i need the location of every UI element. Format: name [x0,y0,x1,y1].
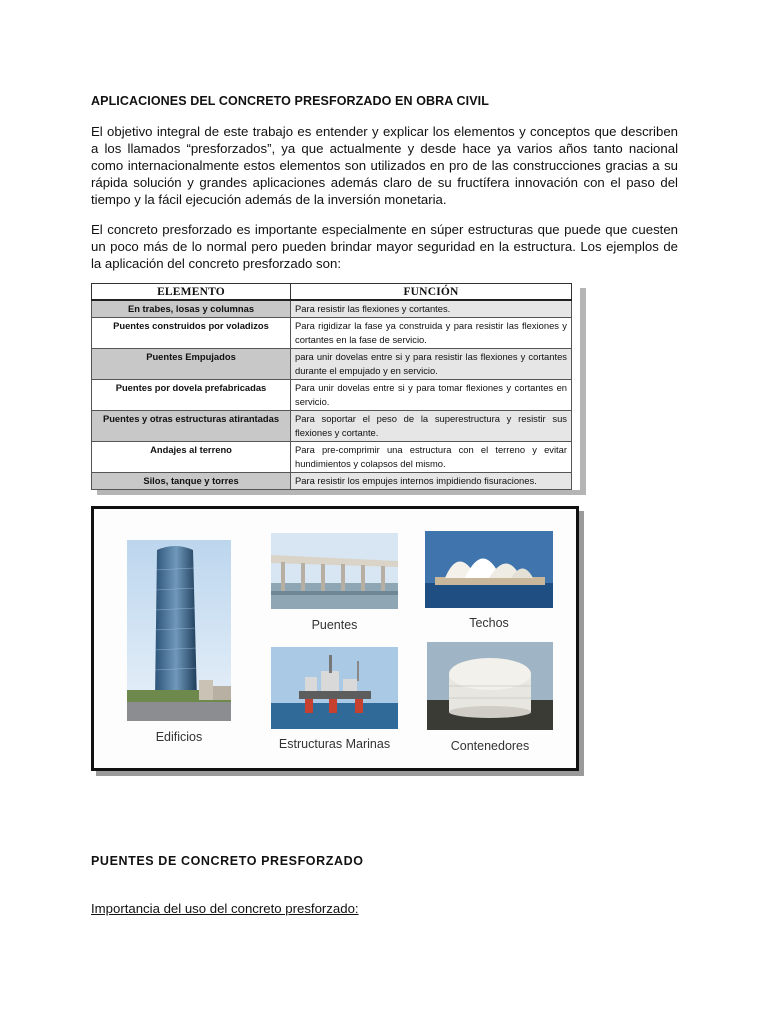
cell-funcion: Para unir dovelas entre si y para tomar flexiones y cortantes en servicio. [291,380,572,411]
cell-elemento: Silos, tanque y torres [92,473,291,490]
offshore-platform-photo [271,647,398,729]
table-header-row [92,284,572,301]
cell-elemento: Puentes Empujados [92,349,291,380]
cell-funcion: Para soportar el peso de la superestructura y resistir sus flexiones y cortante. [291,411,572,442]
table-row [92,442,572,473]
cell-elemento: Andajes al terreno [92,442,291,473]
cell-elemento: En trabes, losas y columnas [92,300,291,318]
cell-elemento: Puentes construidos por voladizos [92,318,291,349]
applications-figure [91,506,579,771]
intro-paragraph: El objetivo integral de este trabajo es entender y explicar los elementos y conceptos que describen a los llamados “presforzados”, ya que actualmente y desde hace ya varios años tanto nacional como internacionalmente estos elementos son utilizados en pro de las construcciones gracias a su rápida solución y grandes aplicaciones además claro de su fructífera innovación con el paso del tiempo y la fácil ejecución además de la inversión monetaria. [91,124,678,207]
table-row [92,300,572,318]
applications-table [91,283,572,490]
cell-funcion: Para resistir las flexiones y cortantes. [291,300,572,318]
caption-techos: Techos [469,616,509,630]
cell-funcion: Para rigidizar la fase ya construida y para resistir las flexiones y cortantes en la fase de servicio. [291,318,572,349]
skyscraper-photo [127,540,231,721]
section-heading: PUENTES DE CONCRETO PRESFORZADO [91,854,364,868]
storage-tank-photo [427,642,553,730]
cell-funcion: para unir dovelas entre si y para resistir las flexiones y cortantes durante el empujado y en servicio. [291,349,572,380]
table-row [92,380,572,411]
subheading: Importancia del uso del concreto presforzado: [91,901,359,916]
table-row [92,473,572,490]
cell-elemento: Puentes por dovela prefabricadas [92,380,291,411]
cell-funcion: Para resistir los empujes internos impidiendo fisuraciones. [291,473,572,490]
document-title: APLICACIONES DEL CONCRETO PRESFORZADO EN OBRA CIVIL [91,94,489,108]
caption-puentes: Puentes [311,618,358,632]
caption-edificios: Edificios [155,730,203,744]
examples-paragraph: El concreto presforzado es importante especialmente en súper estructuras que puede que cuesten un poco más de lo normal pero pueden brindar mayor seguridad en la estructura. Los ejemplos de la aplicación del concreto presforzado son: [91,222,678,271]
cell-elemento: Puentes y otras estructuras atirantadas [92,411,291,442]
applications-table-wrapper [91,283,580,490]
column-header-funcion: FUNCIÓN [291,284,572,301]
opera-house-photo [425,531,553,608]
cell-funcion: Para pre-comprimir una estructura con el terreno y evitar hundimientos y colapsos del mismo. [291,442,572,473]
table-row [92,411,572,442]
bridge-photo [271,533,398,609]
caption-estructuras-marinas: Estructuras Marinas [278,737,391,751]
table-row [92,349,572,380]
table-row [92,318,572,349]
column-header-elemento: ELEMENTO [92,284,291,301]
caption-contenedores: Contenedores [450,739,530,753]
